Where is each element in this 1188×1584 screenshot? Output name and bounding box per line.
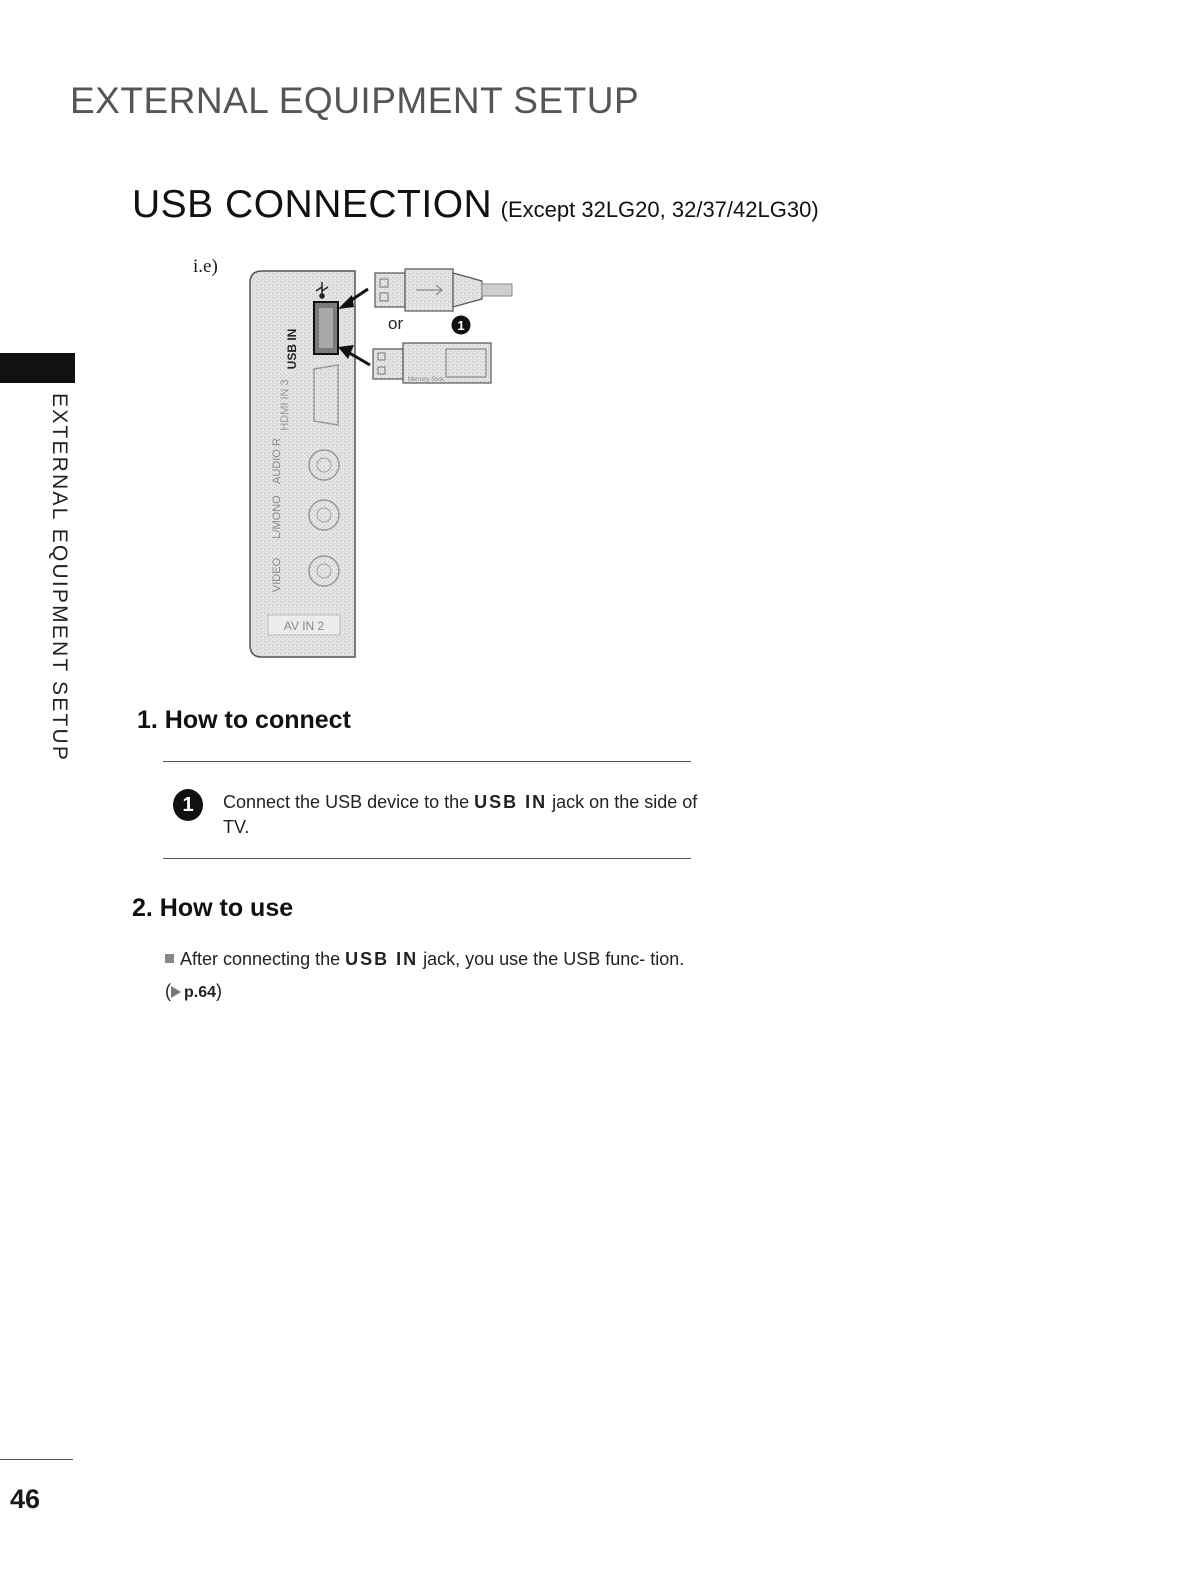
- memory-stick: [373, 343, 491, 383]
- page-reference: p.64: [184, 984, 217, 1001]
- page-number: 46: [10, 1484, 41, 1514]
- step-marker-number: 1: [457, 318, 465, 333]
- usage-text-keyword: USB IN: [345, 949, 419, 969]
- page-title: EXTERNAL EQUIPMENT SETUP: [70, 80, 640, 121]
- section-title: [132, 183, 819, 227]
- panel-label-av-in: AV IN 2: [283, 619, 325, 633]
- step-text-pre: Connect the USB device to the: [223, 792, 475, 812]
- panel-label-audio: AUDIO R: [271, 438, 283, 484]
- section-title-subtitle: (Except 32LG20, 32/37/42LG30): [500, 197, 819, 222]
- page-ref-arrow-icon: [171, 986, 181, 998]
- section-title-main: USB CONNECTION: [132, 183, 493, 226]
- divider-bottom: [163, 858, 691, 859]
- usage-text-close: ): [216, 981, 223, 1001]
- usage-text-pre: After connecting the: [180, 949, 346, 969]
- panel-label-video: VIDEO: [271, 557, 283, 593]
- memory-stick-label: Memory Stick: [407, 377, 445, 383]
- panel-label-usb-in: USB IN: [285, 328, 299, 370]
- divider-top: [163, 761, 691, 762]
- heading-how-to-use: 2. How to use: [132, 894, 294, 922]
- step-number-badge: 1: [173, 789, 203, 821]
- heading-how-to-connect: 1. How to connect: [137, 706, 351, 734]
- side-tab-marker: [0, 353, 75, 383]
- step-text-keyword: USB IN: [474, 792, 548, 812]
- usage-text-post: jack, you use the USB func- tion. (: [165, 949, 685, 1001]
- bullet-icon: [165, 954, 174, 963]
- usb-cable-plug: [375, 269, 512, 311]
- usage-note: [165, 943, 685, 1009]
- usb-in-port: [314, 302, 338, 354]
- panel-label-hdmi: HDMI IN 3: [279, 379, 291, 431]
- usb-connection-diagram: [240, 265, 520, 665]
- example-label: i.e): [193, 256, 218, 277]
- step-text-post: jack on the side of TV.: [223, 792, 698, 837]
- footer-divider: [0, 1459, 73, 1460]
- or-label: or: [388, 314, 404, 333]
- step-instruction: [223, 790, 701, 840]
- panel-label-mono: L/MONO: [271, 495, 283, 539]
- side-tab-label: EXTERNAL EQUIPMENT SETUP: [48, 393, 71, 763]
